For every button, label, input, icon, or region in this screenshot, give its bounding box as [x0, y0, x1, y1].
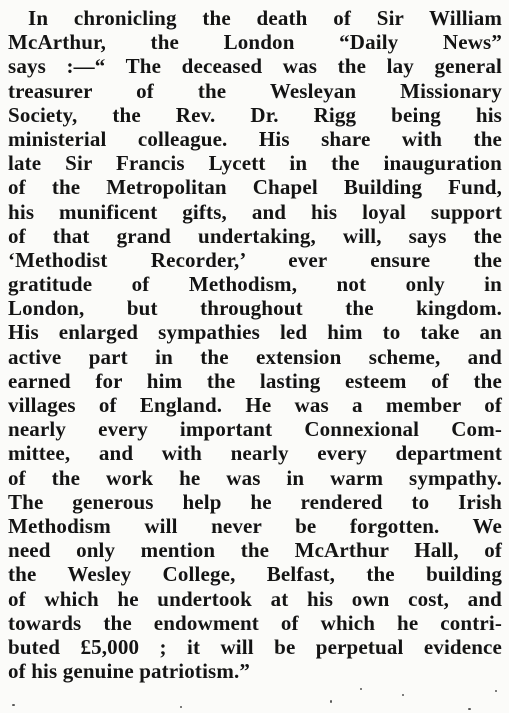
article-line: nearly every important Connexional Com-	[8, 417, 502, 442]
article-line: of that grand undertaking, will, says the	[8, 223, 502, 248]
article-line: McArthur, the London “Daily News”	[8, 30, 502, 55]
article-line: The generous help he rendered to Irish	[8, 489, 502, 514]
article-line: active part in the extension scheme, and	[8, 344, 502, 369]
article-line: Society, the Rev. Dr. Rigg being his	[8, 102, 502, 127]
article-line: His enlarged sympathies led him to take an	[8, 320, 502, 345]
article-line: gratitude of Methodism, not only in	[8, 272, 502, 297]
article-line: of the work he was in warm sympathy.	[8, 465, 502, 490]
print-speck	[330, 700, 332, 703]
article-line: ministerial colleague. His share with the	[8, 126, 502, 151]
article-line: late Sir Francis Lycett in the inauguration	[8, 151, 502, 176]
print-speck	[495, 690, 497, 692]
article-body	[8, 6, 502, 683]
print-speck	[180, 706, 182, 708]
article-line: of which he undertook at his own cost, and	[8, 586, 502, 611]
print-speck	[402, 694, 404, 696]
article-line: buted £5,000 ; it will be perpetual evidence	[8, 634, 502, 659]
article-line: London, but throughout the kingdom.	[8, 296, 502, 321]
print-speck	[360, 688, 362, 690]
article-line: towards the endowment of which he contri-	[8, 610, 502, 635]
article-line: mittee, and with nearly every department	[8, 441, 502, 466]
article-line: treasurer of the Wesleyan Missionary	[8, 78, 502, 103]
article-line: says :—“ The deceased was the lay general	[8, 54, 502, 79]
article-line: his munificent gifts, and his loyal support	[8, 199, 502, 224]
article-line: earned for him the lasting esteem of the	[8, 368, 502, 393]
article-line: need only mention the McArthur Hall, of	[8, 538, 502, 563]
article-line: In chronicling the death of Sir William	[28, 6, 502, 30]
article-line: Methodism will never be forgotten. We	[8, 513, 502, 538]
article-line: villages of England. He was a member of	[8, 393, 502, 417]
print-speck	[468, 708, 471, 710]
article-line: of his genuine patriotism.”	[8, 659, 251, 684]
print-speck	[12, 704, 15, 706]
article-line: ‘Methodist Recorder,’ ever ensure the	[8, 247, 502, 272]
article-line: of the Metropolitan Chapel Building Fund,	[8, 175, 502, 200]
article-line: the Wesley College, Belfast, the building	[8, 562, 502, 587]
